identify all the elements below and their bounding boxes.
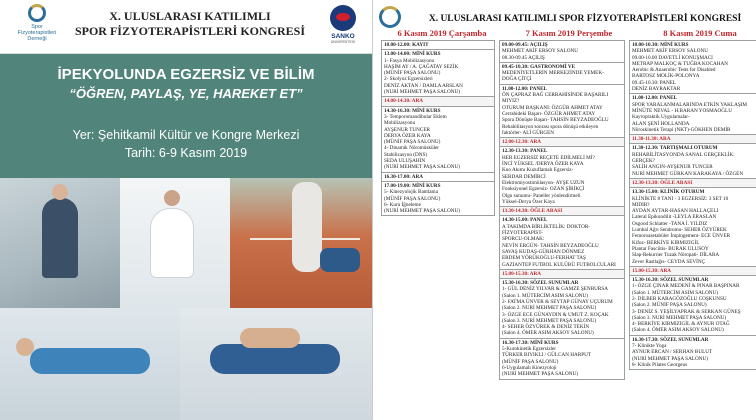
session-line: (MÜNİF PAŞA SALONU) (384, 139, 441, 146)
photo-tile-gym (0, 178, 120, 308)
session-line: METRAP MALKOÇ & TUĞBA KOCAHAN (632, 60, 728, 67)
poster-slogan: “ÖĞREN, PAYLAŞ, YE, HAREKET ET” (69, 86, 303, 101)
session-line: DERYA ÖZER KAYA (384, 132, 431, 139)
session-line: (NURİ MEHMET PAŞA SALONU) (384, 208, 460, 215)
session-line: GERÇEK? (632, 158, 656, 165)
session-line: (Salon 4. ÖMER ASIM AKSOY SALONU) (632, 327, 724, 334)
session-line: (NURİ MEHMET PAŞA SALONU) (384, 164, 460, 171)
session-line: KLİNİKTE 8 TANI - 3 EGZERSİZ: 3 SET 10 (632, 195, 729, 202)
session-time: 15.00-15.30: ARA (632, 267, 672, 274)
schedule-session (629, 335, 756, 370)
session-line: A TAKIMDA BİRLİKTELİK: DOKTOR-FİZYOTERAPİST- (502, 223, 591, 237)
poster-venue: Yer: Şehitkamil Kültür ve Kongre Merkezi (72, 128, 300, 142)
session-line: (Salon 3. NURİ MEHMET PAŞA SALONU) (632, 314, 727, 321)
session-line: 16.30-17.30: MİNİ KURS (502, 339, 559, 346)
schedule-session (499, 278, 625, 339)
session-line: Kayropraktik Uygulamalar- (632, 114, 690, 121)
session-line: NEVİN ERGÜN- TAHSİN BEYZADEOĞLU (502, 242, 599, 249)
sanko-logo-icon (330, 5, 356, 31)
schedule-session (629, 143, 756, 178)
session-line: 3- ÖZGE ECE GÜNAYDIN & UMUT Z. KOÇAK (502, 311, 609, 318)
association-logo (12, 4, 62, 52)
session-line: Lateral Epikondilit -LEYLA ERASLAN (632, 214, 717, 221)
session-line: SPOR YARALANMALARINDA ETKİN YAKLAŞIM (632, 101, 748, 108)
session-line: 5-Kurokinetik Egzersizler (502, 346, 557, 353)
poster-header (0, 0, 372, 54)
session-line: SAVAŞ KUDAŞ-GÜRHAN DÖNMEZ (502, 248, 585, 255)
session-line: (Salon 2. NURİ MEHMET PAŞA SALONU) (502, 305, 597, 312)
session-line: Aerobic & Anaerobic Tests for Disabled (632, 67, 716, 74)
congress-poster (0, 0, 372, 420)
session-line: 09.45-10.30: GASTRONOMİ VE (502, 63, 576, 70)
session-line: Stabilizasyon (DNS) (384, 151, 428, 158)
session-line: 4- SEHER ÖZYÜREK & DENİZ TEKİN (502, 324, 590, 331)
session-line: Kifoz- BERKİYE KIRMIZIGİL (632, 239, 700, 246)
session-line: 16.30-17.30: SÖZEL SUNUMLAR (632, 336, 709, 343)
session-line: 09.00-10.00 DAVETLİ KONUŞMACI (632, 54, 713, 61)
session-line: 7- Klinikte Yoga (632, 343, 667, 350)
session-time: 12.30-13.30: ÖĞLE ARASI (632, 179, 693, 186)
session-line: 11.00-12.00: PANEL (632, 95, 678, 102)
session-line: 1- GÜL DENİZ YILVAR & GAMZE ŞENBURSA (502, 286, 608, 293)
schedule-session (629, 40, 756, 94)
session-line: SEDA ULUŞAHİN (384, 158, 426, 165)
session-line: 4- Dinamik Nöromüsküler (384, 145, 440, 152)
session-line: 1- Fasya Mobilizasyonu (384, 57, 435, 64)
session-line: NURİ MEHMET GÜRKAN KARAKAYA / ÖZGEN (632, 170, 744, 177)
session-line: Fonksiyonel Egzersiz- OZAN ŞİRİKÇİ (502, 186, 585, 193)
schedule-session (499, 146, 625, 207)
session-line: 2- DİLBER KARAGÖZOĞLU COŞKUNSU (632, 295, 727, 302)
session-time: 14.00-14.30: ARA (384, 98, 424, 105)
day-header: 8 Kasım 2019 Cuma (663, 28, 737, 38)
session-line: 16.30-17.00: ARA (384, 173, 424, 180)
session-line: AYDAN AYTAR-HASAN HALLAÇELI (632, 208, 719, 215)
session-line: 10.00-10.30: MİNİ KURS (632, 42, 689, 48)
poster-date: Tarih: 6-9 Kasım 2019 (124, 146, 248, 160)
session-line: Kuo Akımı Kuzuflamalı Egzersiz- (502, 167, 574, 174)
session-line: AYŞENUR TUNCER (384, 126, 430, 133)
day-header: 7 Kasım 2019 Perşembe (525, 28, 613, 38)
session-line: (Salon 3. NURİ MEHMET PAŞA SALONU) (502, 317, 597, 324)
schedule-session (629, 93, 756, 135)
photo-tile-knee-treatment (180, 308, 372, 420)
poster-headline: İPEKYOLUNDA EGZERSİZ VE BİLİM (57, 66, 315, 83)
day-header: 6 Kasım 2019 Çarşamba (397, 28, 487, 38)
session-line: MİNÜTE NEVAL - H.BARAN YOSMAOĞLU (632, 107, 732, 114)
schedule-session (499, 215, 625, 269)
schedule-session (381, 49, 495, 97)
session-line: (NURİ MEHMET PAŞA SALONU) (502, 371, 578, 378)
session-line: 10.00-12.00: KAYIT (384, 42, 429, 48)
session-line: HAŞİM AY / A. ÇAĞATAY SEZİK (384, 63, 459, 70)
session-line: (NURİ MEHMET PAŞA SALONU) (632, 355, 708, 362)
session-line: AYNUR ERCAN / SERHAN BULUT (632, 349, 713, 356)
photo-tile-tennis-court (230, 178, 372, 308)
session-line: HER EGZERSİZ REÇETE EDİLMELİ Mİ? (502, 154, 595, 161)
association-logo-icon (379, 6, 401, 28)
session-line: Yüksel-Derya Özer Kaya (502, 198, 555, 205)
session-line: faktörler- ALİ GÜRGEN (502, 129, 555, 136)
schedule-session (381, 181, 495, 216)
session-line: 5- Kinezyolojik Bantlama (384, 189, 438, 196)
session-line: MEHMET AKİF ERSOY SALONU (632, 48, 708, 55)
schedule-title: X. ULUSLARASI KATILIMLI SPOR FİZYOTERAPİSTLERİ KONGRESİ (428, 14, 742, 24)
session-line: SERDAR DEMİRCİ (502, 173, 546, 180)
schedule-session (629, 187, 756, 267)
session-line: DOĞA ÇİTÇİ (502, 76, 532, 83)
session-time: 11.30-11.30: ARA (632, 136, 671, 143)
session-time: 12.00-12.30: ARA (502, 139, 542, 146)
session-line: (NURİ MEHMET PAŞA SALONU) (384, 89, 460, 96)
session-line: OTURUM BAŞKANI: ÖZGÜR AHMET ATAY (502, 104, 603, 111)
session-line: 1- ÖZGE ÇINAR MEDENİ & PINAR BAŞPINAR (632, 283, 740, 290)
session-line: GAZİANTEP FUTBOL KULÜBÜ FUTBOLCULARI (502, 261, 616, 268)
poster-title: X. ULUSLARASI KATILIMLI SPOR FİZYOTERAPİSTLERİ KONGRESİ (74, 9, 306, 38)
session-line: MEDENİYETLERİN MERKEZİNDE YEMEK- (502, 70, 604, 77)
session-time: 13.30-14.30: ÖĞLE ARASI (502, 208, 563, 215)
session-line: Nöroskinetik Terapi (NKT)-GÖKHEN DEMİR (632, 126, 731, 133)
session-line: 6- Kuru İğneleme (384, 201, 421, 208)
session-line: 09.45-10.30: PANEL (632, 79, 677, 86)
session-line: (Salon 1. MÜTERCİM ASIM SALONU) (632, 289, 719, 296)
session-line: Slap-Rekurrier Tuzak Nöropati- DİLARA (632, 252, 720, 259)
session-line: 08.30-09.45 AÇILIŞ (502, 54, 545, 61)
session-line: 14.30-16.30: MİNİ KURS (384, 107, 441, 114)
schedule-column-day3 (629, 40, 756, 420)
session-line: 11.30-12.30: TARTIŞMALI OTURUM (632, 145, 718, 152)
session-line: 12.30-13.30: PANEL (502, 148, 548, 155)
association-logo-icon (28, 4, 46, 22)
session-line: 14.30-15.00: PANEL (502, 217, 548, 224)
session-line: 11.00-12.00: PANEL (502, 85, 548, 92)
session-line: Zever Rastlağıs- CEYDA SEVİNÇ (632, 258, 706, 265)
session-line: MIDIR? (632, 201, 650, 208)
session-line: 3- DENİZ S. YEŞİLYAPRAK & SERKAN GÜNEŞ (632, 308, 741, 315)
session-line: Mobilizasyonu (384, 120, 416, 127)
session-line: ÖN ÇAPRAZ BAĞ CERRAHİSİNDE BAŞARILI MIYIZ? (502, 92, 609, 105)
poster-banner (0, 54, 372, 178)
session-line: Elektromiyostimülasyon- AYŞE UZUN (502, 179, 585, 186)
session-line: Femoroasetabüler İmpingement- ECE ÜNVER (632, 233, 731, 240)
session-line: (MÜNİF PAŞA SALONU) (384, 195, 441, 202)
session-line: Rehabilitasyon sonrası spora dönüşü etkileyen (502, 123, 599, 130)
session-line: 09.00-09.45: AÇILIŞ (502, 42, 548, 48)
session-line: 15.30-16.30: SÖZEL SUNUMLAR (502, 280, 579, 287)
poster-photo-collage (0, 178, 372, 420)
session-line: 13.00-14.00: MİNİ KURS (384, 51, 441, 58)
session-line: 4- BERKİYE KIRMIZIGİL & AYNUR OTAĞ (632, 321, 730, 328)
session-line: Plantar Fasciitis- BURAK ULUSOY (632, 245, 709, 252)
session-line: (MÜNİF PAŞA SALONU) (384, 70, 441, 77)
schedule-session (499, 84, 625, 138)
session-line: 15.30-16.30: SÖZEL SUNUMLAR (632, 277, 709, 284)
session-line: Spora Dönüşte Başarı- TAHSİN BEYZADEOĞLU (502, 117, 609, 124)
session-line: Osgood Schlatter -TANA İ. YILDIZ (632, 220, 708, 227)
session-line: Olgu sunumu- Paneller yönlendirmeli (502, 192, 581, 199)
congress-schedule (372, 0, 756, 420)
session-line: 6-Uygulamalı Kinezyoloji (502, 364, 557, 371)
schedule-day-headers (381, 28, 756, 40)
session-line: SPORCU-OLMAK: (502, 236, 545, 243)
session-line: İNCİ YÜKSEL /DERYA ÖZER KAYA (502, 161, 584, 168)
schedule-session (629, 275, 756, 336)
session-line: 2- FATMA ÜNVER & SEYTAP GÜNAY UÇURUM (502, 298, 613, 305)
association-name: Spor Fizyoterapistleri Derneği (17, 24, 57, 42)
session-time: 15.00-15.30: ARA (502, 270, 542, 277)
sanko-logo: SANKO ÜNİVERSİTESİ (318, 5, 368, 49)
session-line: 8- Klinik Pilates Georgeus (632, 361, 688, 368)
session-line: (Salon 2. MÜNİF PAŞA SALONU) (632, 302, 707, 309)
session-line: DENİZ AKTAN / DAMLA ARSLAN (384, 82, 463, 89)
session-line: ERDEM YÖRÜKOĞLU-FERHAT TAŞ (502, 255, 586, 262)
session-line: 13.30-15.00: KLİNİK OTURUM (632, 189, 705, 196)
schedule-column-day1 (381, 40, 495, 420)
session-line: SALİH ANGIN-AYŞENUR TUNCER (632, 164, 713, 171)
photo-tile-stretching (0, 308, 180, 420)
schedule-session (499, 62, 625, 85)
session-line: MEHMET AKİF ERSOY SALONU (502, 48, 578, 55)
session-line: (MÜNİF PAŞA SALONU) (502, 358, 559, 365)
session-line: BARTOSZ MOLİK-POLONYA (632, 73, 700, 80)
session-line: REHABİLİTASYONDA SANAL GERÇEKLİK: (632, 151, 735, 158)
session-line: ALAN ŞENİ HOLLANDA (632, 120, 690, 127)
session-line: Cerrahideki Başarı- ÖZGÜR AHMET ATAY (502, 110, 596, 117)
session-line: TÜRKER BIYIKLI / GÜLCAN HARPUT (502, 352, 592, 359)
schedule-session (381, 106, 495, 173)
session-line: DENİZ BAYRAKTAR (632, 86, 681, 93)
schedule-column-day2 (499, 40, 625, 420)
schedule-session (499, 40, 625, 63)
session-line: (Salon 4. ÖMER ASIM AKSOY SALONU) (502, 330, 594, 337)
session-line: Lumbal Ağrı Sendromu- SEHER ÖZYÜREK (632, 227, 727, 234)
session-line: 3- Temporomandibular Eklem (384, 113, 447, 120)
session-line: 17.00-19.00: MİNİ KURS (384, 182, 441, 189)
schedule-session (499, 338, 625, 380)
photo-tile-physio (120, 178, 230, 308)
session-line: (Salon 1. MÜTERCİM ASIM SALONU) (502, 292, 589, 299)
session-line: 2- Skolyoz Egzersizleri (384, 76, 433, 83)
